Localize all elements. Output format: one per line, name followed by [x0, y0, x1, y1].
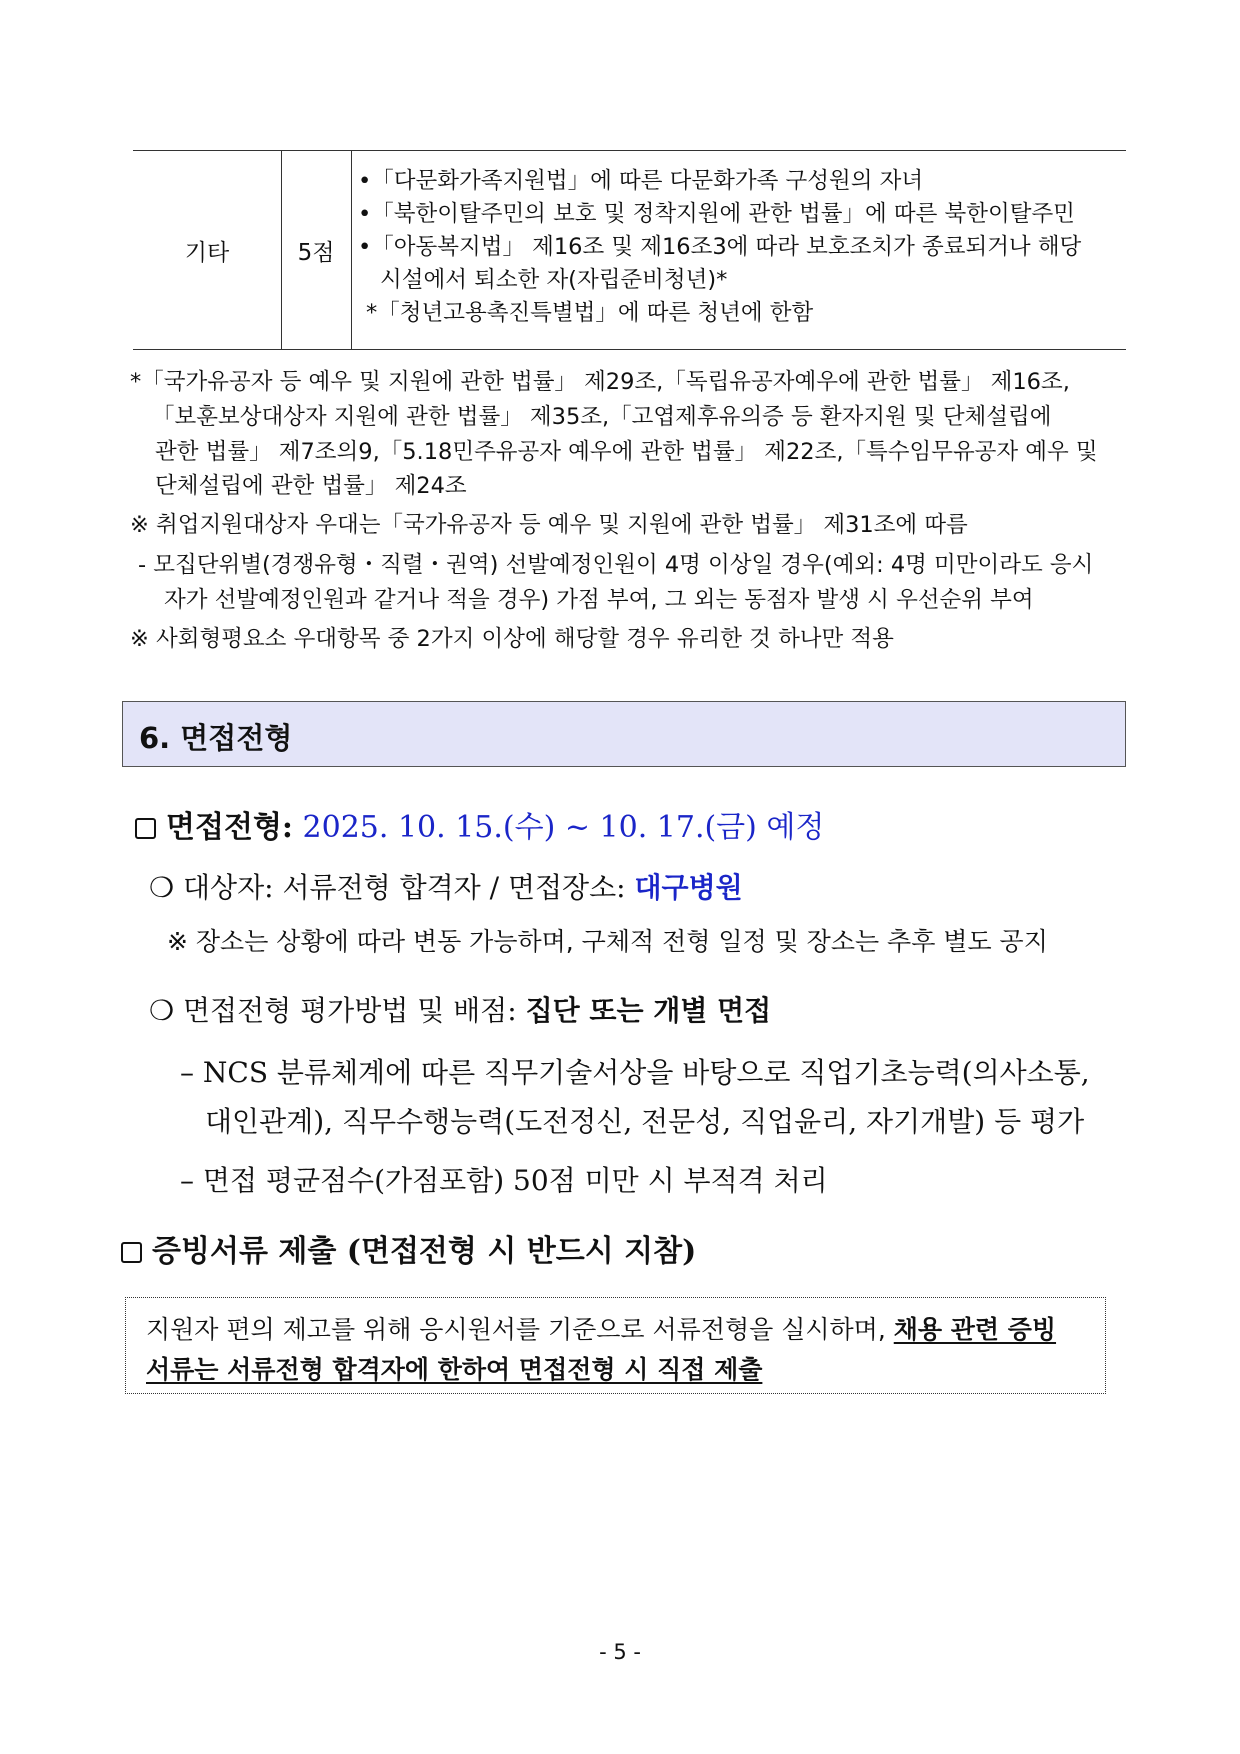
condition-line: - 모집단위별(경쟁유형・직렬・권역) 선발예정인원이 4명 이상일 경우(예외: 4명 미만이라도 응시: [138, 552, 1094, 578]
table-score-cell: 5점: [297, 239, 335, 266]
notice-line: [146, 1350, 762, 1386]
condition-line: 자가 선발예정인원과 같거나 적을 경우) 가점 부여, 그 외는 동점자 발생 시 우선순위 부여: [164, 587, 1034, 613]
criteria-line: – NCS 분류체계에 따른 직무기술서상을 바탕으로 직업기초능력(의사소통,: [180, 1056, 1090, 1089]
interview-label: 면접전형:: [166, 810, 293, 845]
interview-location: 대구병원: [634, 871, 743, 904]
footnote-line: *「국가유공자 등 예우 및 지원에 관한 법률」 제29조,「독립유공자예우에 관한 법률」 제16조,: [130, 369, 1070, 395]
table-item: 시설에서 퇴소한 자(자립준비청년)*: [380, 267, 728, 293]
page-number: - 5 -: [599, 1640, 641, 1664]
documents-title: 증빙서류 제출 (면접전형 시 반드시 지참): [152, 1234, 697, 1269]
documents-heading: [121, 1226, 696, 1270]
eligibility-table: [133, 150, 1126, 350]
interview-method: [149, 989, 771, 1029]
footnote-line: 단체설립에 관한 법률」 제24조: [155, 473, 467, 499]
notice-emphasis: 채용 관련 증빙: [893, 1315, 1057, 1344]
notice-line: [146, 1310, 1056, 1346]
table-category-cell: 기타: [184, 239, 230, 266]
criteria-line: – 면접 평균점수(가점포함) 50점 미만 시 부적격 처리: [180, 1164, 828, 1197]
table-item: •「북한이탈주민의 보호 및 정착지원에 관한 법률」에 따른 북한이탈주민: [358, 201, 1075, 227]
criteria-line: 대인관계), 직무수행능력(도전정신, 전문성, 직업윤리, 자기개발) 등 평가: [205, 1105, 1085, 1138]
table-item: *「청년고용촉진특별법」에 따른 청년에 한함: [366, 300, 814, 326]
method-value: 집단 또는 개별 면접: [525, 994, 772, 1027]
table-divider: [351, 151, 352, 349]
interview-target: [149, 866, 743, 906]
checkbox-icon: [135, 818, 156, 839]
footnote-line: 「보훈보상대상자 지원에 관한 법률」 제35조,「고엽제후유의증 등 환자지원 및 단체설립에: [152, 404, 1052, 430]
interview-date: 2025. 10. 15.(수) ~ 10. 17.(금) 예정: [302, 810, 825, 845]
reference-note: ※ 사회형평요소 우대항목 중 2가지 이상에 해당할 경우 유리한 것 하나만 적용: [130, 626, 894, 652]
target-label: ❍ 대상자: 서류전형 합격자 / 면접장소:: [149, 871, 626, 904]
footnote-line: 관한 법률」 제7조의9,「5.18민주유공자 예우에 관한 법률」 제22조,「특수임무유공자 예우 및: [155, 439, 1098, 465]
section-header: [122, 701, 1126, 767]
notice-emphasis: 서류는 서류전형 합격자에 한하여 면접전형 시 직접 제출: [146, 1355, 763, 1384]
notice-text: 지원자 편의 제고를 위해 응시원서를 기준으로 서류전형을 실시하며,: [146, 1315, 894, 1344]
table-items-cell: [358, 165, 1116, 330]
table-item: •「아동복지법」 제16조 및 제16조3에 따라 보호조치가 종료되거나 해당: [358, 234, 1082, 260]
location-note: ※ 장소는 상황에 따라 변동 가능하며, 구체적 전형 일정 및 장소는 추후 별도 공지: [167, 927, 1048, 956]
reference-note: ※ 취업지원대상자 우대는「국가유공자 등 예우 및 지원에 관한 법률」 제31조에 따름: [130, 512, 968, 538]
checkbox-icon: [121, 1242, 142, 1263]
method-label: ❍ 면접전형 평가방법 및 배점:: [149, 994, 517, 1027]
section-title: 6. 면접전형: [139, 721, 293, 755]
interview-schedule: [135, 802, 824, 846]
table-item: •「다문화가족지원법」에 따른 다문화가족 구성원의 자녀: [358, 168, 924, 194]
documents-notice-box: [125, 1297, 1106, 1394]
